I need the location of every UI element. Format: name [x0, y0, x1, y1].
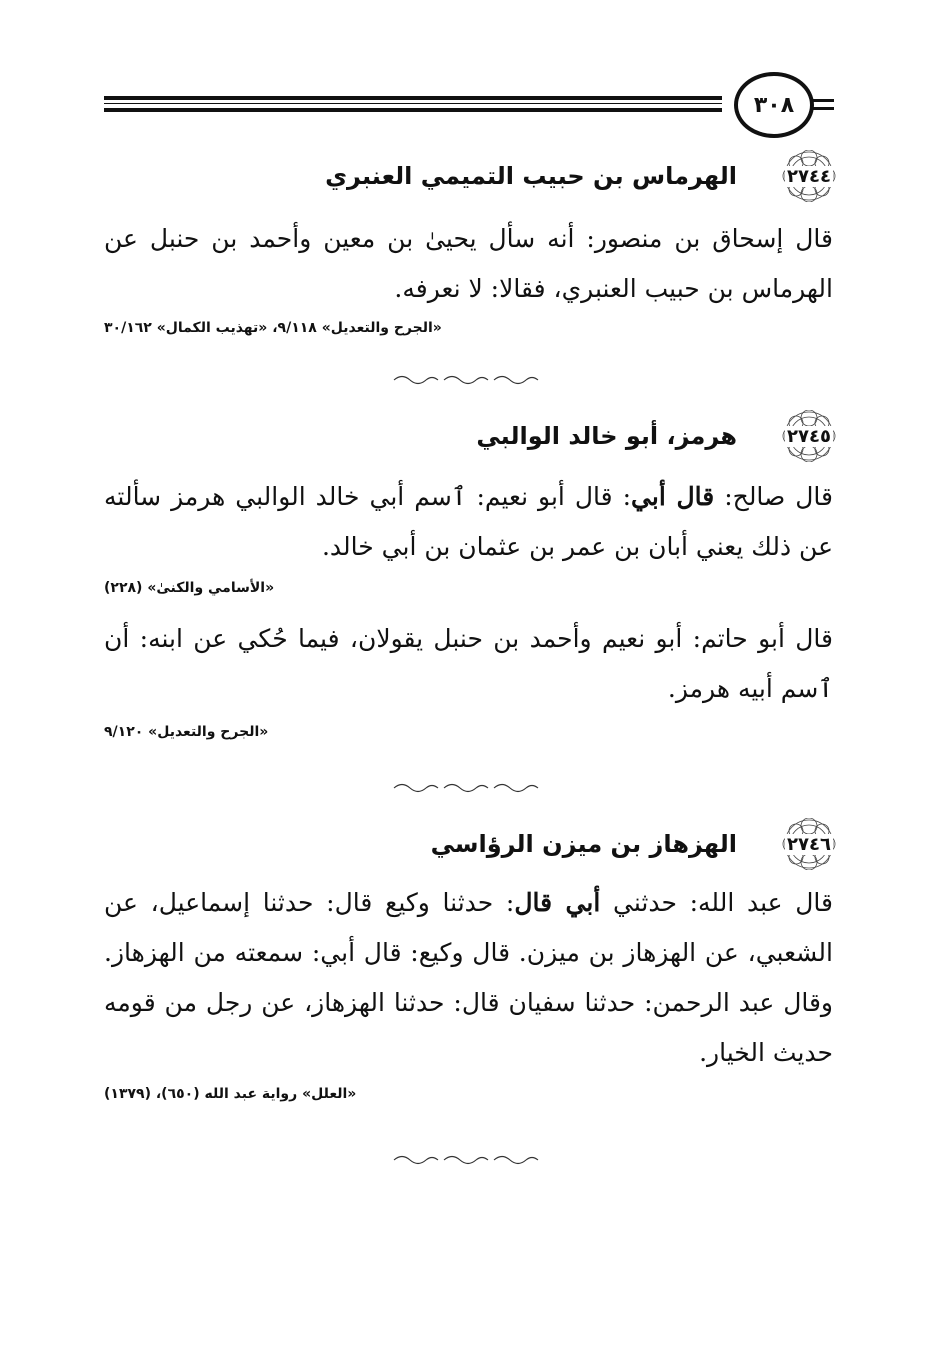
entry-text: [104, 614, 833, 714]
entry-text: [104, 214, 833, 314]
entry-text: [104, 472, 833, 572]
separator-ornament: [388, 780, 548, 796]
separator-ornament: [388, 372, 548, 388]
entry-heading: [104, 150, 841, 202]
text-bold: قال أبي: [631, 482, 715, 511]
page-number: ٣٠٨: [734, 72, 814, 138]
entry-number: ٢٧٤٥: [787, 425, 831, 447]
header-rule: [104, 108, 722, 112]
text-run: قال صالح:: [714, 482, 834, 511]
entry-text: [104, 878, 833, 1078]
source-reference: «الجرح والتعديل» ٩/١٢٠: [104, 724, 269, 740]
header-rule: [104, 96, 722, 100]
text-run: : قال أبو نعيم: ٱسم أبي خالد الوالبي هرمز سألته عن ذلك يعني أبان بن عمر بن عثمان بن أبي خالد.: [104, 482, 833, 561]
header-rule: [812, 107, 834, 110]
source-reference: «الجرح والتعديل» ٩/١١٨، «تهذيب الكمال» ٣٠/١٦٢: [104, 320, 442, 336]
text-run: قال أبو حاتم: أبو نعيم وأحمد بن حنبل يقولان، فيما حُكي عن ابنه: أن ٱسم أبيه هرمز.: [104, 624, 833, 703]
header-rule: [104, 103, 722, 104]
separator-ornament: [388, 1152, 548, 1168]
page-header: [104, 72, 834, 152]
text-bold: أبي قال: [514, 888, 601, 917]
entry-number: ٢٧٤٦: [787, 833, 831, 855]
source-reference: «العلل» رواية عبد الله (٦٥٠)، (١٣٧٩): [104, 1086, 357, 1102]
text-run: : حدثنا وكيع قال: حدثنا إسماعيل، عن الشعبي، عن الهزهاز بن ميزن. قال وكيع: قال أبي: سمعته من الهزهاز. وقال عبد الرحمن: حدثنا سفيان قال: حدثنا الهزهاز، عن رجل من قومه حديث الخيار.: [104, 888, 833, 1067]
entry-heading: [104, 410, 841, 462]
text-run: قال عبد الله: حدثني: [600, 888, 833, 917]
entry-heading: [104, 818, 841, 870]
entry-title: الهرماس بن حبيب التميمي العنبري: [325, 162, 737, 190]
text-run: قال إسحاق بن منصور: أنه سأل يحيىٰ بن معين وأحمد بن حنبل عن الهرماس بن حبيب العنبري، فقالا: لا نعرفه.: [104, 224, 833, 303]
entry-title: الهزهاز بن ميزن الرؤاسي: [430, 830, 737, 858]
entry-number-badge: [777, 818, 841, 870]
entry-number-badge: [777, 150, 841, 202]
entry-title: هرمز، أبو خالد الوالبي: [476, 422, 737, 450]
entry-number: ٢٧٤٤: [787, 165, 831, 187]
header-rule: [812, 99, 834, 102]
entry-number-badge: [777, 410, 841, 462]
source-reference: «الأسامي والكنىٰ» (٢٢٨): [104, 580, 275, 596]
